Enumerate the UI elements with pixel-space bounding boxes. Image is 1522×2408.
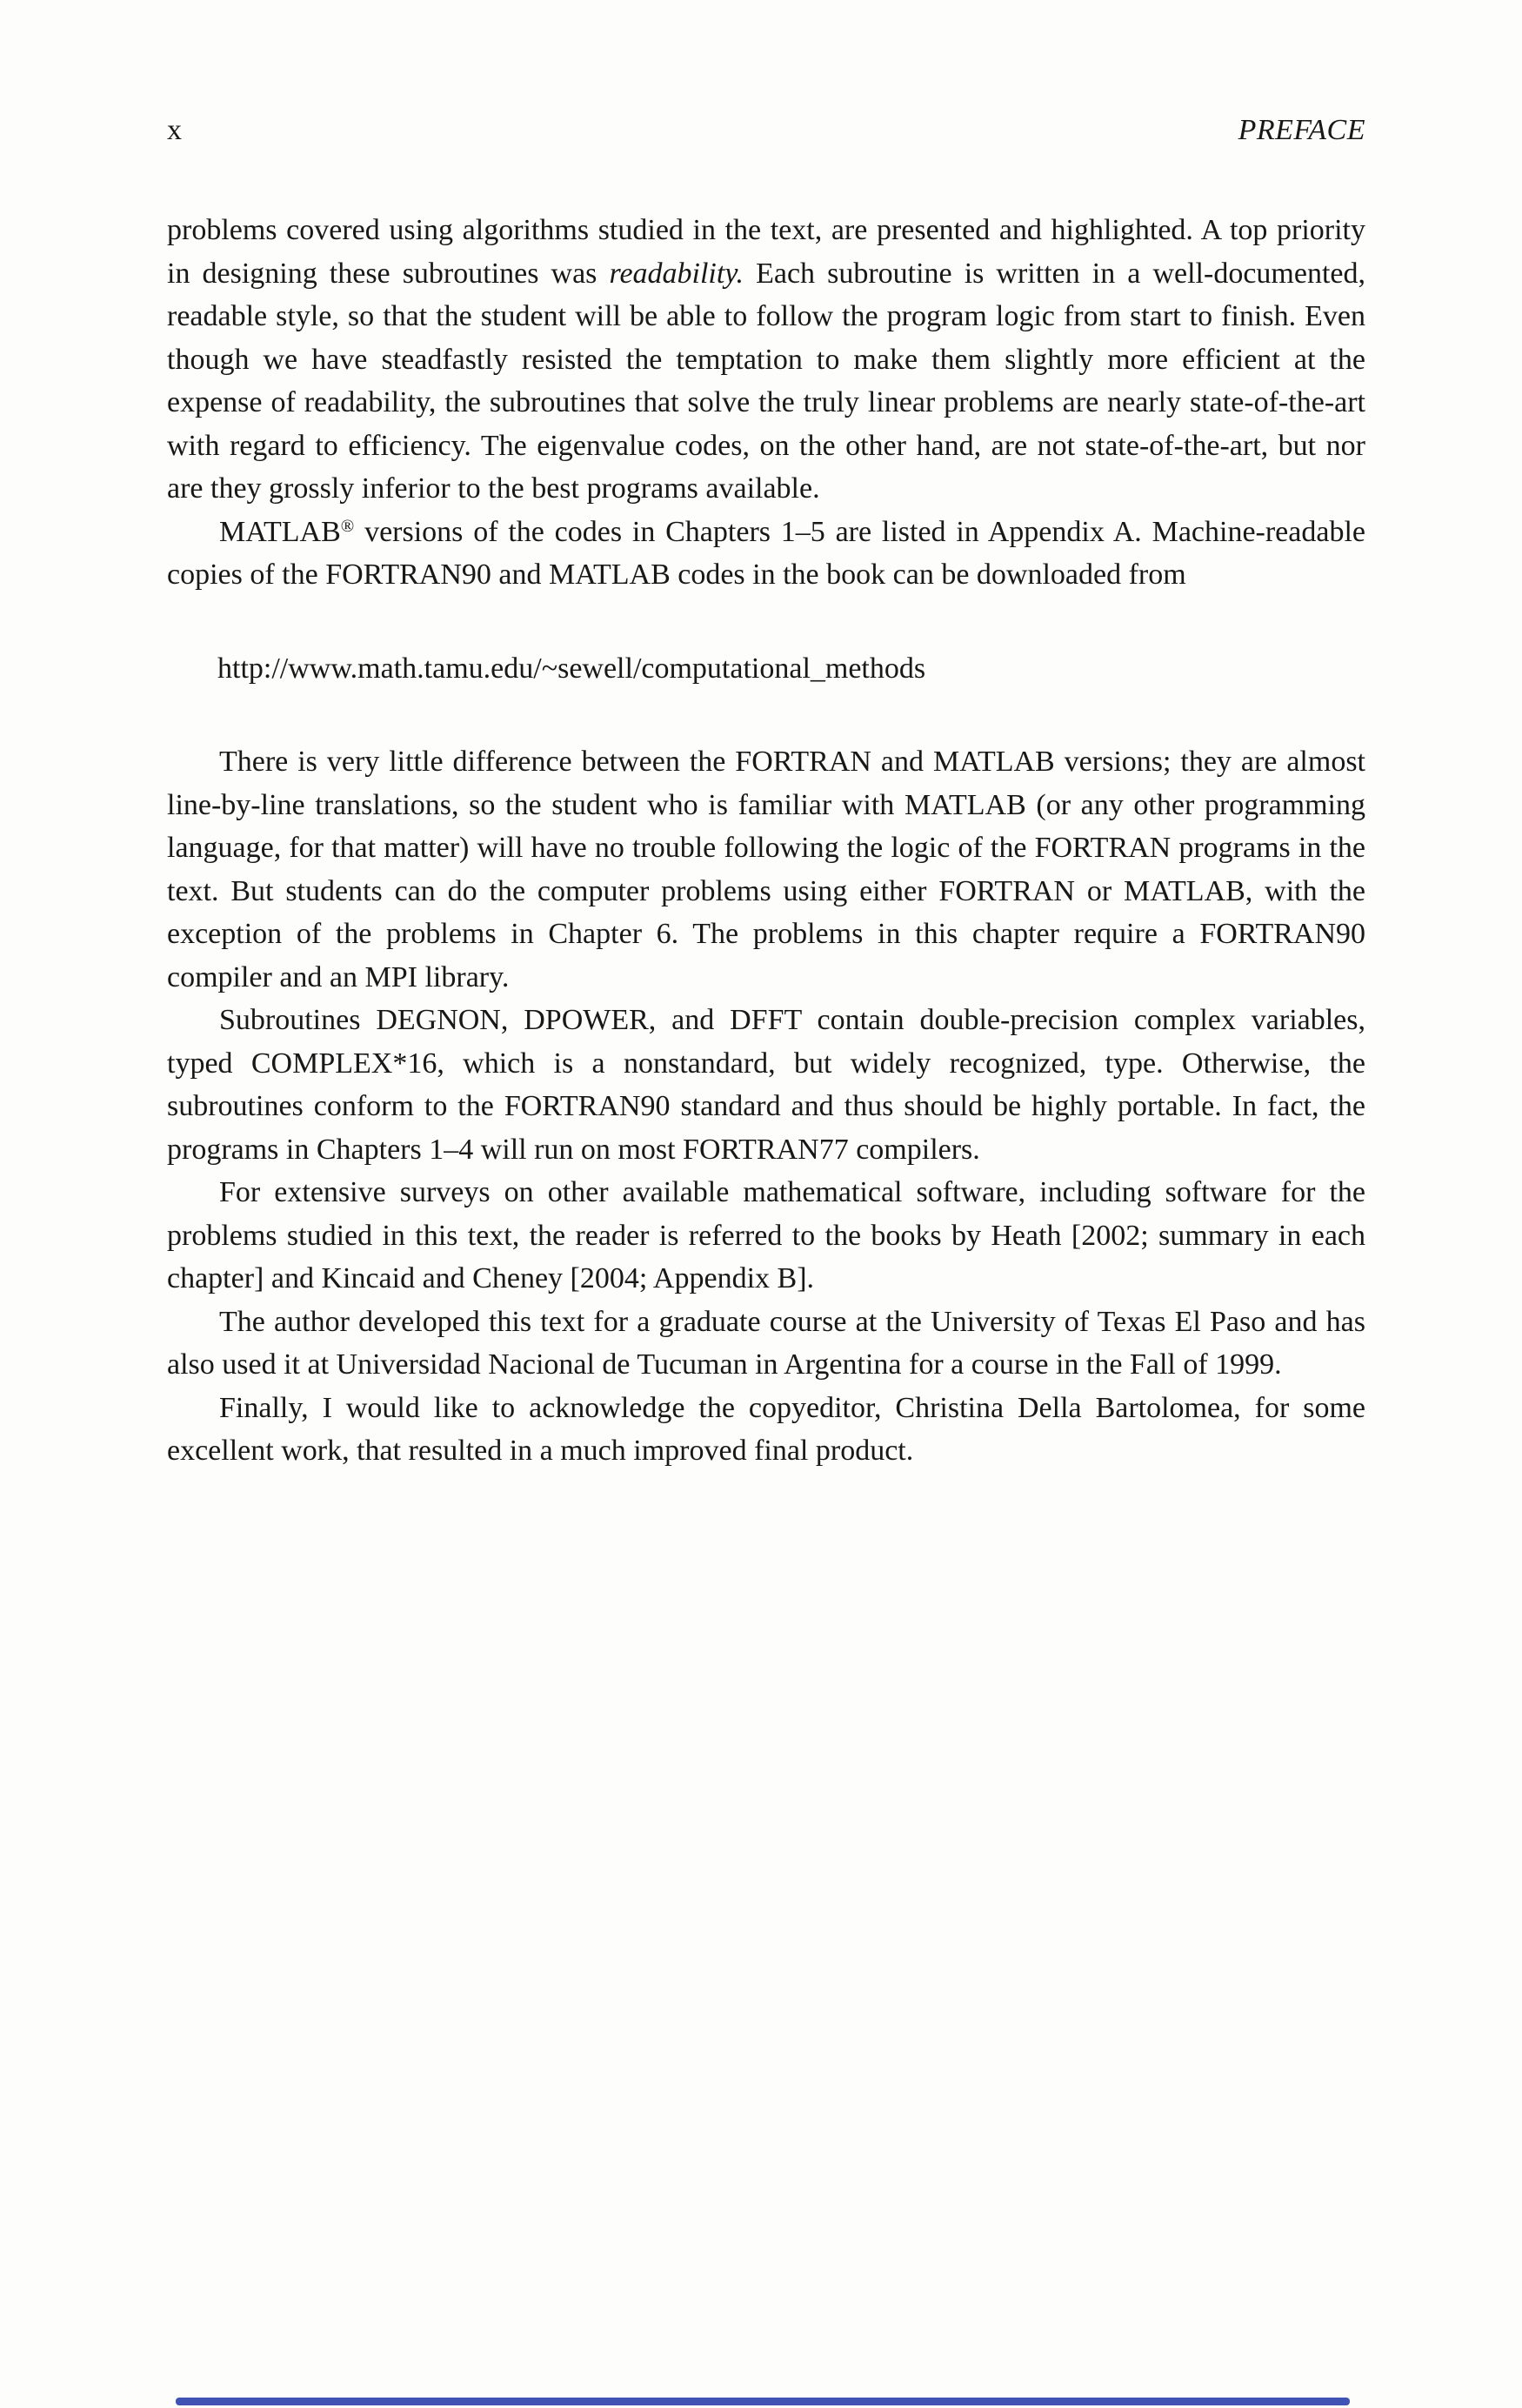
paragraph-7: Finally, I would like to acknowledge the copyeditor, Christina Della Bartolomea, for some excellent work, that resulted in a much improved final product. bbox=[167, 1391, 1365, 1467]
paragraph-6: The author developed this text for a graduate course at the University of Texas El Paso and has also used it at Universidad Nacional de Tucuman in Argentina for a course in the Fall of 1999. bbox=[167, 1305, 1365, 1381]
paragraph-5: For extensive surveys on other available mathematical software, including software for the problems studied in this text, the reader is referred to the books by Heath [2002; summary in each chapter] and Kincaid and Cheney [2004; Appendix B]. bbox=[167, 1176, 1365, 1294]
paragraph-2-text: versions of the codes in Chapters 1–5 are listed in Appendix A. Machine-readable copies of the FORTRAN90 and MATLAB codes in the book can be downloaded from bbox=[167, 515, 1365, 591]
running-head bbox=[167, 113, 1365, 148]
paragraph-2 bbox=[167, 511, 1365, 597]
paragraph-1 bbox=[167, 209, 1365, 511]
running-head-title: PREFACE bbox=[1238, 114, 1365, 146]
scan-edge-artifact-bar bbox=[176, 2398, 1350, 2405]
matlab-word: MATLAB bbox=[219, 515, 341, 548]
registered-trademark-symbol: ® bbox=[340, 516, 355, 536]
paragraph-4: Subroutines DEGNON, DPOWER, and DFFT contain double-precision complex variables, typed COMPLEX*16, which is a nonstandard, but widely recognized, type. Otherwise, the subroutines conform to the FORTRAN90 standard and thus should be highly portable. In fact, the programs in Chapters 1–4 will run on most FORTRAN77 compilers. bbox=[167, 1004, 1365, 1166]
paragraph-3: There is very little difference between the FORTRAN and MATLAB versions; they are almost line-by-line translations, so the student who is familiar with MATLAB (or any other programming language, for that matter) will have no trouble following the logic of the FORTRAN programs in the text. But students can do the computer problems using either FORTRAN or MATLAB, with the exception of the problems in Chapter 6. The problems in this chapter require a FORTRAN90 compiler and an MPI library. bbox=[167, 746, 1365, 993]
page-number: x bbox=[167, 114, 182, 146]
paragraph-1-text-cont: Each subroutine is written in a well-documented, readable style, so that the student will be able to follow the program logic from start to finish. Even though we have steadfastly resisted the temptation to make them slightly more efficient at the expense of readability, the subroutines that solve the truly linear problems are nearly state-of-the-art with regard to efficiency. The eigenvalue codes, on the other hand, are not state-of-the-art, but nor are they grossly inferior to the best programs available. bbox=[167, 257, 1365, 505]
preface-text-block bbox=[167, 209, 1365, 1473]
download-url: http://www.math.tamu.edu/~sewell/computational_methods bbox=[217, 652, 926, 685]
paragraph-1-text: problems covered using algorithms studied in the text, are presented and highlighted. A top priority in designing these subroutines was bbox=[167, 214, 1365, 290]
italic-term-readability: readability. bbox=[609, 257, 744, 290]
